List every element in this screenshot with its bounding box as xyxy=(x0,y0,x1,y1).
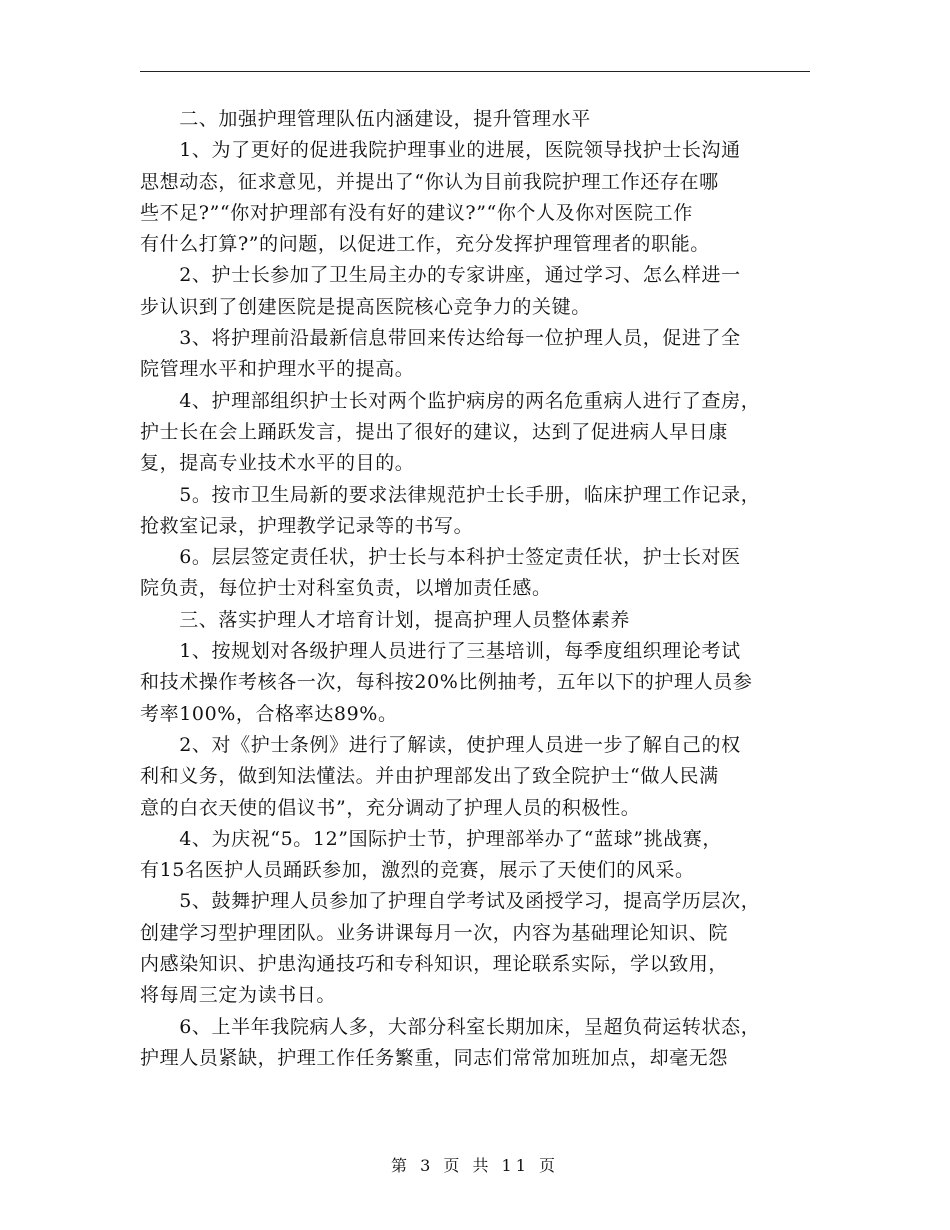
text-line: 意的白衣天使的倡议书”，充分调动了护理人员的积极性。 xyxy=(140,796,641,819)
text-line: 5。按市卫生局新的要求法律规范护士长手册，临床护理工作记录， xyxy=(140,483,761,506)
text-line: 6。层层签定责任状，护士长与本科护士签定责任状，护士长对医 xyxy=(140,546,741,569)
text-line: 步认识到了创建医院是提高医院核心竞争力的关键。 xyxy=(140,295,591,318)
document-body xyxy=(140,104,816,1074)
text-line: 2、护士长参加了卫生局主办的专家讲座，通过学习、怎么样进一 xyxy=(140,264,741,287)
text-line: 二、加强护理管理队伍内涵建设，提升管理水平 xyxy=(140,108,591,130)
text-line: 1、为了更好的促进我院护理事业的进展，医院领导找护士长沟通 xyxy=(140,139,741,162)
text-line: 复，提高专业技术水平的目的。 xyxy=(140,452,415,475)
text-line: 些不足?”“你对护理部有没有好的建议?”“你个人及你对医院工作 xyxy=(140,201,693,224)
text-line: 3、将护理前沿最新信息带回来传达给每一位护理人员，促进了全 xyxy=(140,327,741,350)
text-line: 三、落实护理人才培育计划，提高护理人员整体素养 xyxy=(140,608,631,631)
text-line: 抢救室记录，护理教学记录等的书写。 xyxy=(140,514,474,537)
text-line: 考率100%，合格率达89%。 xyxy=(140,702,398,725)
header-rule xyxy=(140,71,810,72)
text-line: 将每周三定为读书日。 xyxy=(140,984,337,1007)
text-line: 护士长在会上踊跃发言，提出了很好的建议，达到了促进病人早日康 xyxy=(140,420,729,443)
text-line: 4、护理部组织护士长对两个监护病房的两名危重病人进行了查房， xyxy=(140,389,761,412)
page-number-footer: 第 3 页 共 11 页 xyxy=(391,1156,559,1175)
text-line: 和技术操作考核各一次，每科按20%比例抽考，五年以下的护理人员参 xyxy=(140,671,753,694)
text-line: 4、为庆祝“5。12”国际护士节，护理部举办了“蓝球”挑战赛， xyxy=(140,827,723,850)
text-line: 有什么打算?”的问题，以促进工作，充分发挥护理管理者的职能。 xyxy=(140,233,710,256)
text-line: 2、对《护士条例》进行了解读，使护理人员进一步了解自己的权 xyxy=(140,733,741,756)
text-line: 5、鼓舞护理人员参加了护理自学考试及函授学习，提高学历层次， xyxy=(140,890,761,913)
text-line: 有15名医护人员踊跃参加，激烈的竞赛，展示了天使们的风采。 xyxy=(140,859,695,882)
text-line: 护理人员紧缺，护理工作任务繁重，同志们常常加班加点，却毫无怨 xyxy=(140,1046,729,1069)
text-line: 1、按规划对各级护理人员进行了三基培训，每季度组织理论考试 xyxy=(140,640,741,663)
text-line: 院负责，每位护士对科室负责，以增加责任感。 xyxy=(140,577,552,600)
text-line: 利和义务，做到知法懂法。并由护理部发出了致全院护士“做人民满 xyxy=(140,765,719,788)
text-line: 内感染知识、护患沟通技巧和专科知识，理论联系实际，学以致用， xyxy=(140,953,729,976)
text-line: 创建学习型护理团队。业务讲课每月一次，内容为基础理论知识、院 xyxy=(140,921,729,944)
text-line: 思想动态，征求意见，并提出了“你认为目前我院护理工作还存在哪 xyxy=(140,170,719,193)
text-line: 院管理水平和护理水平的提高。 xyxy=(140,358,415,381)
text-line: 6、上半年我院病人多，大部分科室长期加床，呈超负荷运转状态， xyxy=(140,1015,761,1038)
